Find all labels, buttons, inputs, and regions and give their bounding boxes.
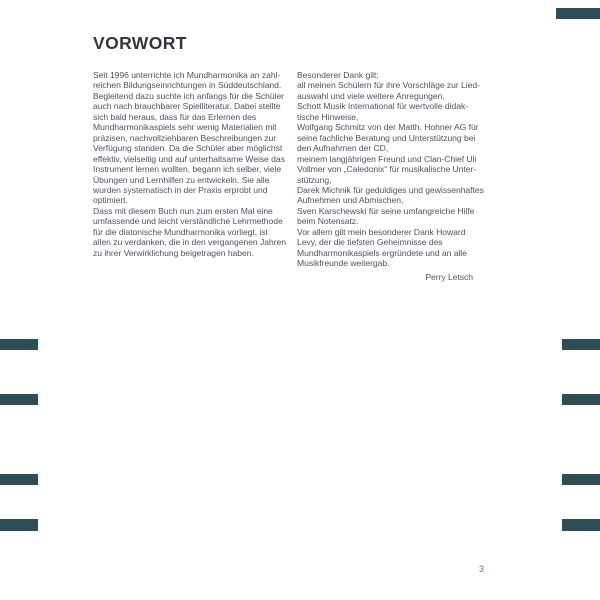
text-line: Mundharmonikaspiels ergründete und an alle bbox=[297, 247, 467, 258]
text-line: Schott Musik International für wertvolle didak- bbox=[297, 101, 469, 112]
text-line: Mundharmonikaspiels sehr wenig Materialien mit bbox=[93, 122, 277, 133]
text-line: Aufnehmen und Abmischen, bbox=[297, 195, 404, 206]
edge-tab-left-4 bbox=[0, 519, 38, 531]
page-title: VORWORT bbox=[93, 33, 187, 53]
text-line: allen zu verdanken, die in den vergangenen Jahren bbox=[93, 237, 286, 248]
text-line: Verfügung standen. Da die Schüler aber möglichst bbox=[93, 143, 283, 154]
text-line: stützung, bbox=[297, 174, 332, 185]
text-line: meinem langjährigen Freund und Clan-Chief Uli bbox=[297, 153, 477, 164]
text-line: Begleitend dazu suchte ich anfangs für die Schüler bbox=[93, 90, 284, 101]
edge-tab-right-2 bbox=[562, 394, 600, 405]
preface-text bbox=[93, 70, 497, 282]
text-line: wurden systematisch in der Praxis erprobt und bbox=[93, 184, 268, 195]
text-line: beim Notensatz. bbox=[297, 216, 359, 227]
edge-tab-right-1 bbox=[562, 339, 600, 350]
text-line: für die diatonische Mundharmonika vorliegt, ist bbox=[93, 226, 268, 237]
text-line: Vollmer von „Caledonix“ für musikalische Unter- bbox=[297, 164, 477, 175]
text-line: Musikfreunde weitergab. bbox=[297, 258, 390, 269]
text-line: Levy, der die tiefsten Geheimnisse des bbox=[297, 237, 443, 248]
text-line: effektiv, vielseitig und auf unterhaltsame Weise das bbox=[93, 153, 285, 164]
edge-tab-left-1 bbox=[0, 339, 38, 350]
author-signature: Perry Letsch bbox=[425, 271, 473, 282]
text-line: Instrument lernen wollten, begann ich selber, viele bbox=[93, 164, 282, 175]
left-column bbox=[93, 70, 290, 282]
right-column bbox=[297, 70, 497, 282]
text-line: reichen Bildungseinrichtungen in Süddeutschland. bbox=[93, 80, 282, 91]
text-line: umfassende und leicht verständliche Lehrmethode bbox=[93, 216, 283, 227]
edge-tab-right-4 bbox=[562, 519, 600, 531]
text-line: all meinen Schülern für ihre Vorschläge zur Lied- bbox=[297, 80, 480, 91]
text-line: zu ihrer Verwirklichung beigetragen haben. bbox=[93, 247, 254, 258]
text-line: sich bald heraus, dass für das Erlernen des bbox=[93, 111, 257, 122]
text-line: präzisen, nachvollziehbaren Beschreibungen zur bbox=[93, 132, 277, 143]
edge-tab-right-3 bbox=[562, 474, 600, 485]
text-line: den Aufnahmen der CD, bbox=[297, 143, 389, 154]
text-line: optimiert. bbox=[93, 195, 128, 206]
text-line: auch nach brauchbarer Spielliteratur. Dabei stellte bbox=[93, 101, 281, 112]
text-line: Seit 1996 unterrichte ich Mundharmonika an zahl- bbox=[93, 70, 281, 80]
right-column-text bbox=[297, 70, 497, 269]
text-line: auswahl und viele weitere Anregungen, bbox=[297, 90, 445, 101]
text-line: Darek Michnik für geduldiges und gewissenhaftes bbox=[297, 184, 484, 195]
text-line: seine fachliche Beratung und Unterstützung bei bbox=[297, 132, 476, 143]
edge-tab-left-2 bbox=[0, 394, 38, 405]
page-number: 3 bbox=[479, 564, 485, 574]
text-line: Dass mit diesem Buch nun zum ersten Mal eine bbox=[93, 205, 273, 216]
edge-tab-top-right bbox=[556, 8, 600, 19]
text-line: Übungen und Lernhilfen zu entwickeln. Sie alle bbox=[93, 174, 270, 185]
text-line: Sven Karschewski für seine umfangreiche Hilfe bbox=[297, 205, 475, 216]
text-line: Wolfgang Schmitz von der Matth. Hohner AG für bbox=[297, 122, 479, 133]
text-line: Vor allem gilt mein besonderer Dank Howard bbox=[297, 226, 466, 237]
text-line: tische Hinweise, bbox=[297, 111, 359, 122]
text-line: Besonderer Dank gilt: bbox=[297, 70, 379, 80]
edge-tab-left-3 bbox=[0, 474, 38, 485]
